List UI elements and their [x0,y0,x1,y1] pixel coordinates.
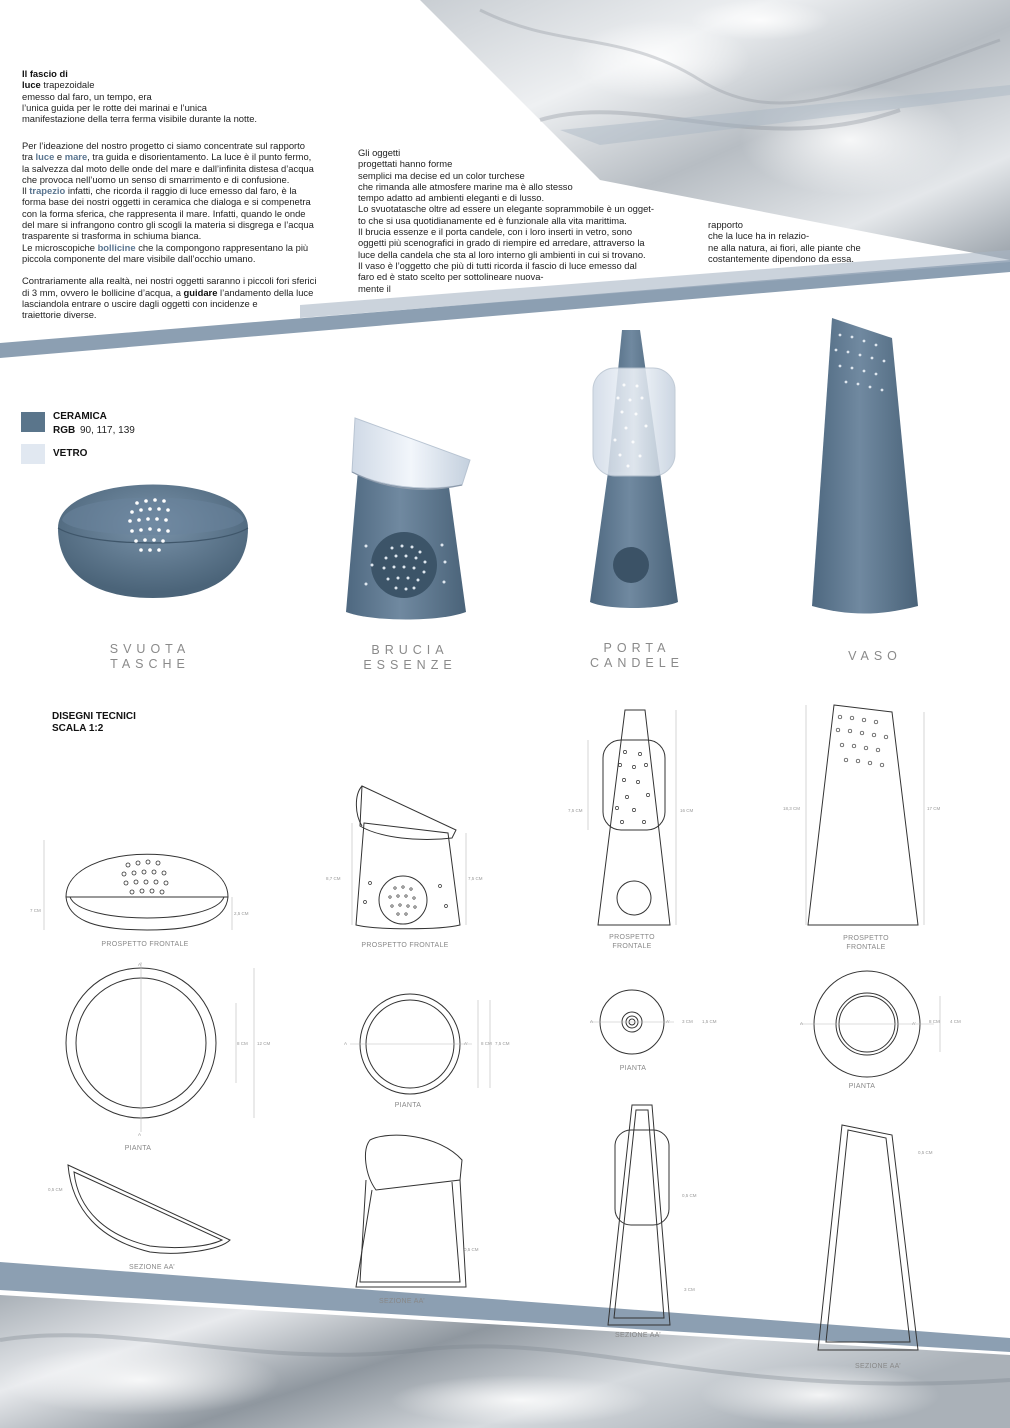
column-1-text [22,140,352,320]
col1-p2-pre: Il [22,185,30,197]
dim-brucia-thickness: 0,5 CM [464,1247,479,1252]
dim-porta-glass: 7,5 CM [568,808,583,813]
product-name-brucia-essenze: BRUCIA ESSENZE [363,643,457,672]
highlight-guidare: guidare [183,286,218,298]
caption-porta-prospetto: PROSPETTO FRONTALE [609,934,655,950]
dim-brucia-outer: 7,5 CM [495,1041,510,1046]
col1-p1a: Per l’ideazione del nostro progetto ci siamo concentrate sul rapporto [22,140,305,151]
dim-brucia-a: A [344,1041,348,1046]
dim-vaso-body: 17 CM [927,806,941,811]
caption-svuota-pianta: PIANTA [124,1145,152,1152]
col1-p3-post: che la compongono rappresentano la più [135,241,309,253]
dim-svuota-a1: A’ [138,962,142,967]
dim-brucia-inner: 8 CM [481,1041,492,1046]
intro-title-line1: Il fascio di [22,68,68,79]
col1-p1c: la salvezza dal moto delle onde del mare e dall’infinita distesa d’acqua che provoca nell’uomo un senso di smarrimento e di confusione. [22,162,314,185]
caption-brucia-prospetto: PROSPETTO FRONTALE [361,942,449,949]
col1-p1b-mid: e [54,151,65,163]
vaso-render [812,318,918,614]
svuota-tasche-render [58,485,248,599]
dim-svuota-height: 7 CM [30,908,41,913]
dim-brucia-height: 8,7 CM [326,876,341,881]
dim-porta-height: 16 CM [680,808,694,813]
dim-vaso-a1: A’ [912,1021,916,1026]
col1-p4b: l’andamento della luce [217,286,314,298]
vetro-label: VETRO [53,448,88,459]
dim-porta-a: A [590,1019,594,1024]
caption-brucia-pianta: PIANTA [394,1102,422,1109]
dim-vaso-thickness: 0,5 CM [918,1150,933,1155]
highlight-trapezio: trapezio [29,185,66,197]
caption-svuota-prospetto: PROSPETTO FRONTALE [101,941,189,948]
porta-candele-render [590,330,678,608]
col3-text: rapporto che la luce ha in relazio- ne alla natura, ai fiori, alle piante che costantemente dipendono da essa. [708,219,861,264]
intro-title-bold: luce [22,79,41,91]
dim-porta-a1: A’ [666,1019,670,1024]
dim-vaso-a: A [800,1021,804,1026]
col1-p1b-pre: tra [22,151,36,163]
technical-drawings [66,705,920,1350]
col1-p3-pre: Le microscopiche [22,241,98,253]
column-3-text [708,219,908,264]
product-name-svuota-tasche: SVUOTA TASCHE [109,642,191,671]
caption-vaso-pianta: PIANTA [848,1083,876,1090]
col1-p3-rest: piccola componente del mare visibile dall’occhio umano. [22,252,256,264]
dim-porta-base: 3 CM [684,1287,695,1292]
dim-vaso-inner: 8 CM [929,1019,940,1024]
dim-svuota-inner: 8 CM [237,1041,248,1046]
ceramica-swatch [21,412,45,432]
dim-vaso-outer: 4 CM [950,1019,961,1024]
caption-porta-sezione: SEZIONE AA’ [615,1332,661,1339]
intro-line-2: l’unica guida per le rotte dei marinai e l’unica [22,101,208,113]
vetro-swatch [21,444,45,464]
rgb-value: 90, 117, 139 [80,425,135,436]
col1-p4c: lasciandola entrare o uscire dagli oggetti con incidenze e traiettorie diverse. [22,297,258,321]
brucia-essenze-render [346,418,470,620]
intro-line-3: manifestazione della terra ferma visibile durante la notte. [22,113,258,125]
highlight-luce: luce [35,151,55,163]
caption-vaso-sezione: SEZIONE AA’ [855,1363,901,1370]
product-name-porta-candele: PORTA CANDELE [589,641,685,670]
column-2-text [358,147,698,294]
dim-porta-outer: 1,5 CM [702,1019,717,1024]
caption-porta-pianta: PIANTA [619,1065,647,1072]
dim-porta-thickness: 0,5 CM [682,1193,697,1198]
dim-brucia-a1: A’ [464,1041,468,1046]
dim-svuota-base: 2,5 CM [234,911,249,916]
intro-title-rest: trapezoidale [40,79,95,91]
col1-p2-rest: forma base dei nostri oggetti in ceramica che dialoga e si compenetra con la forma sferica, che rappresenta il mare. Infatti, quando le onde del mare si infrangono contro gli scogli la materia si disgrega e l’acqua trasparente si trasforma in schiuma bianca. [22,196,314,242]
col1-p2-post: infatti, che ricorda il raggio di luce emesso dal faro, è la [65,185,297,197]
dim-vaso-height: 18,3 CM [783,806,801,811]
product-name-vaso: VASO [848,649,902,663]
ceramica-label: CERAMICA [53,411,107,422]
caption-svuota-sezione: SEZIONE AA’ [129,1264,175,1271]
caption-vaso-prospetto: PROSPETTO FRONTALE [843,935,889,951]
highlight-mare: mare [64,151,88,163]
technical-drawings-title: DISEGNI TECNICI SCALA 1:2 [52,711,136,734]
intro-line-1: emesso dal faro, un tempo, era [22,90,152,102]
highlight-bollicine: bollicine [97,241,136,253]
dim-porta-inner: 3 CM [682,1019,693,1024]
dim-brucia-body: 7,5 CM [468,876,483,881]
dim-svuota-a: A [138,1132,142,1137]
dim-svuota-thickness: 0,5 CM [48,1187,63,1192]
col1-p1b-post: , tra guida e disorientamento. La luce è il punto fermo, [87,151,312,163]
intro-block [22,68,352,124]
caption-brucia-sezione: SEZIONE AA’ [379,1298,425,1305]
rgb-label: RGB [53,425,76,436]
dim-svuota-outer: 12 CM [257,1041,271,1046]
col2-text: Gli oggetti progettati hanno forme semplici ma decise ed un color turchese che rimanda alle atmosfere marine ma è allo stesso tempo adatto ad ambienti eleganti e di lusso. Lo svuotatasche oltre ad essere un elegante soprammobile è un ogget- to che si usa quotidianamente ed è funzionale alla vita marittima. Il brucia essenze e il porta candele, con i loro inserti in vetro, sono oggetti più scenografici in grado di riempire ed arredare, attraverso la luce della candela che sta al loro interno gli ambienti in cui si trovano. Il vaso è l’oggetto che più di tutti ricorda il fascio di luce emesso dal faro ed è stato scelto per sottolineare nuova- mente il [358,147,655,294]
col1-p4a: Contrariamente alla realtà, nei nostri oggetti saranno i piccoli fori sferici di 3 mm, ovvero le bollicine d’acqua, a [22,275,317,298]
